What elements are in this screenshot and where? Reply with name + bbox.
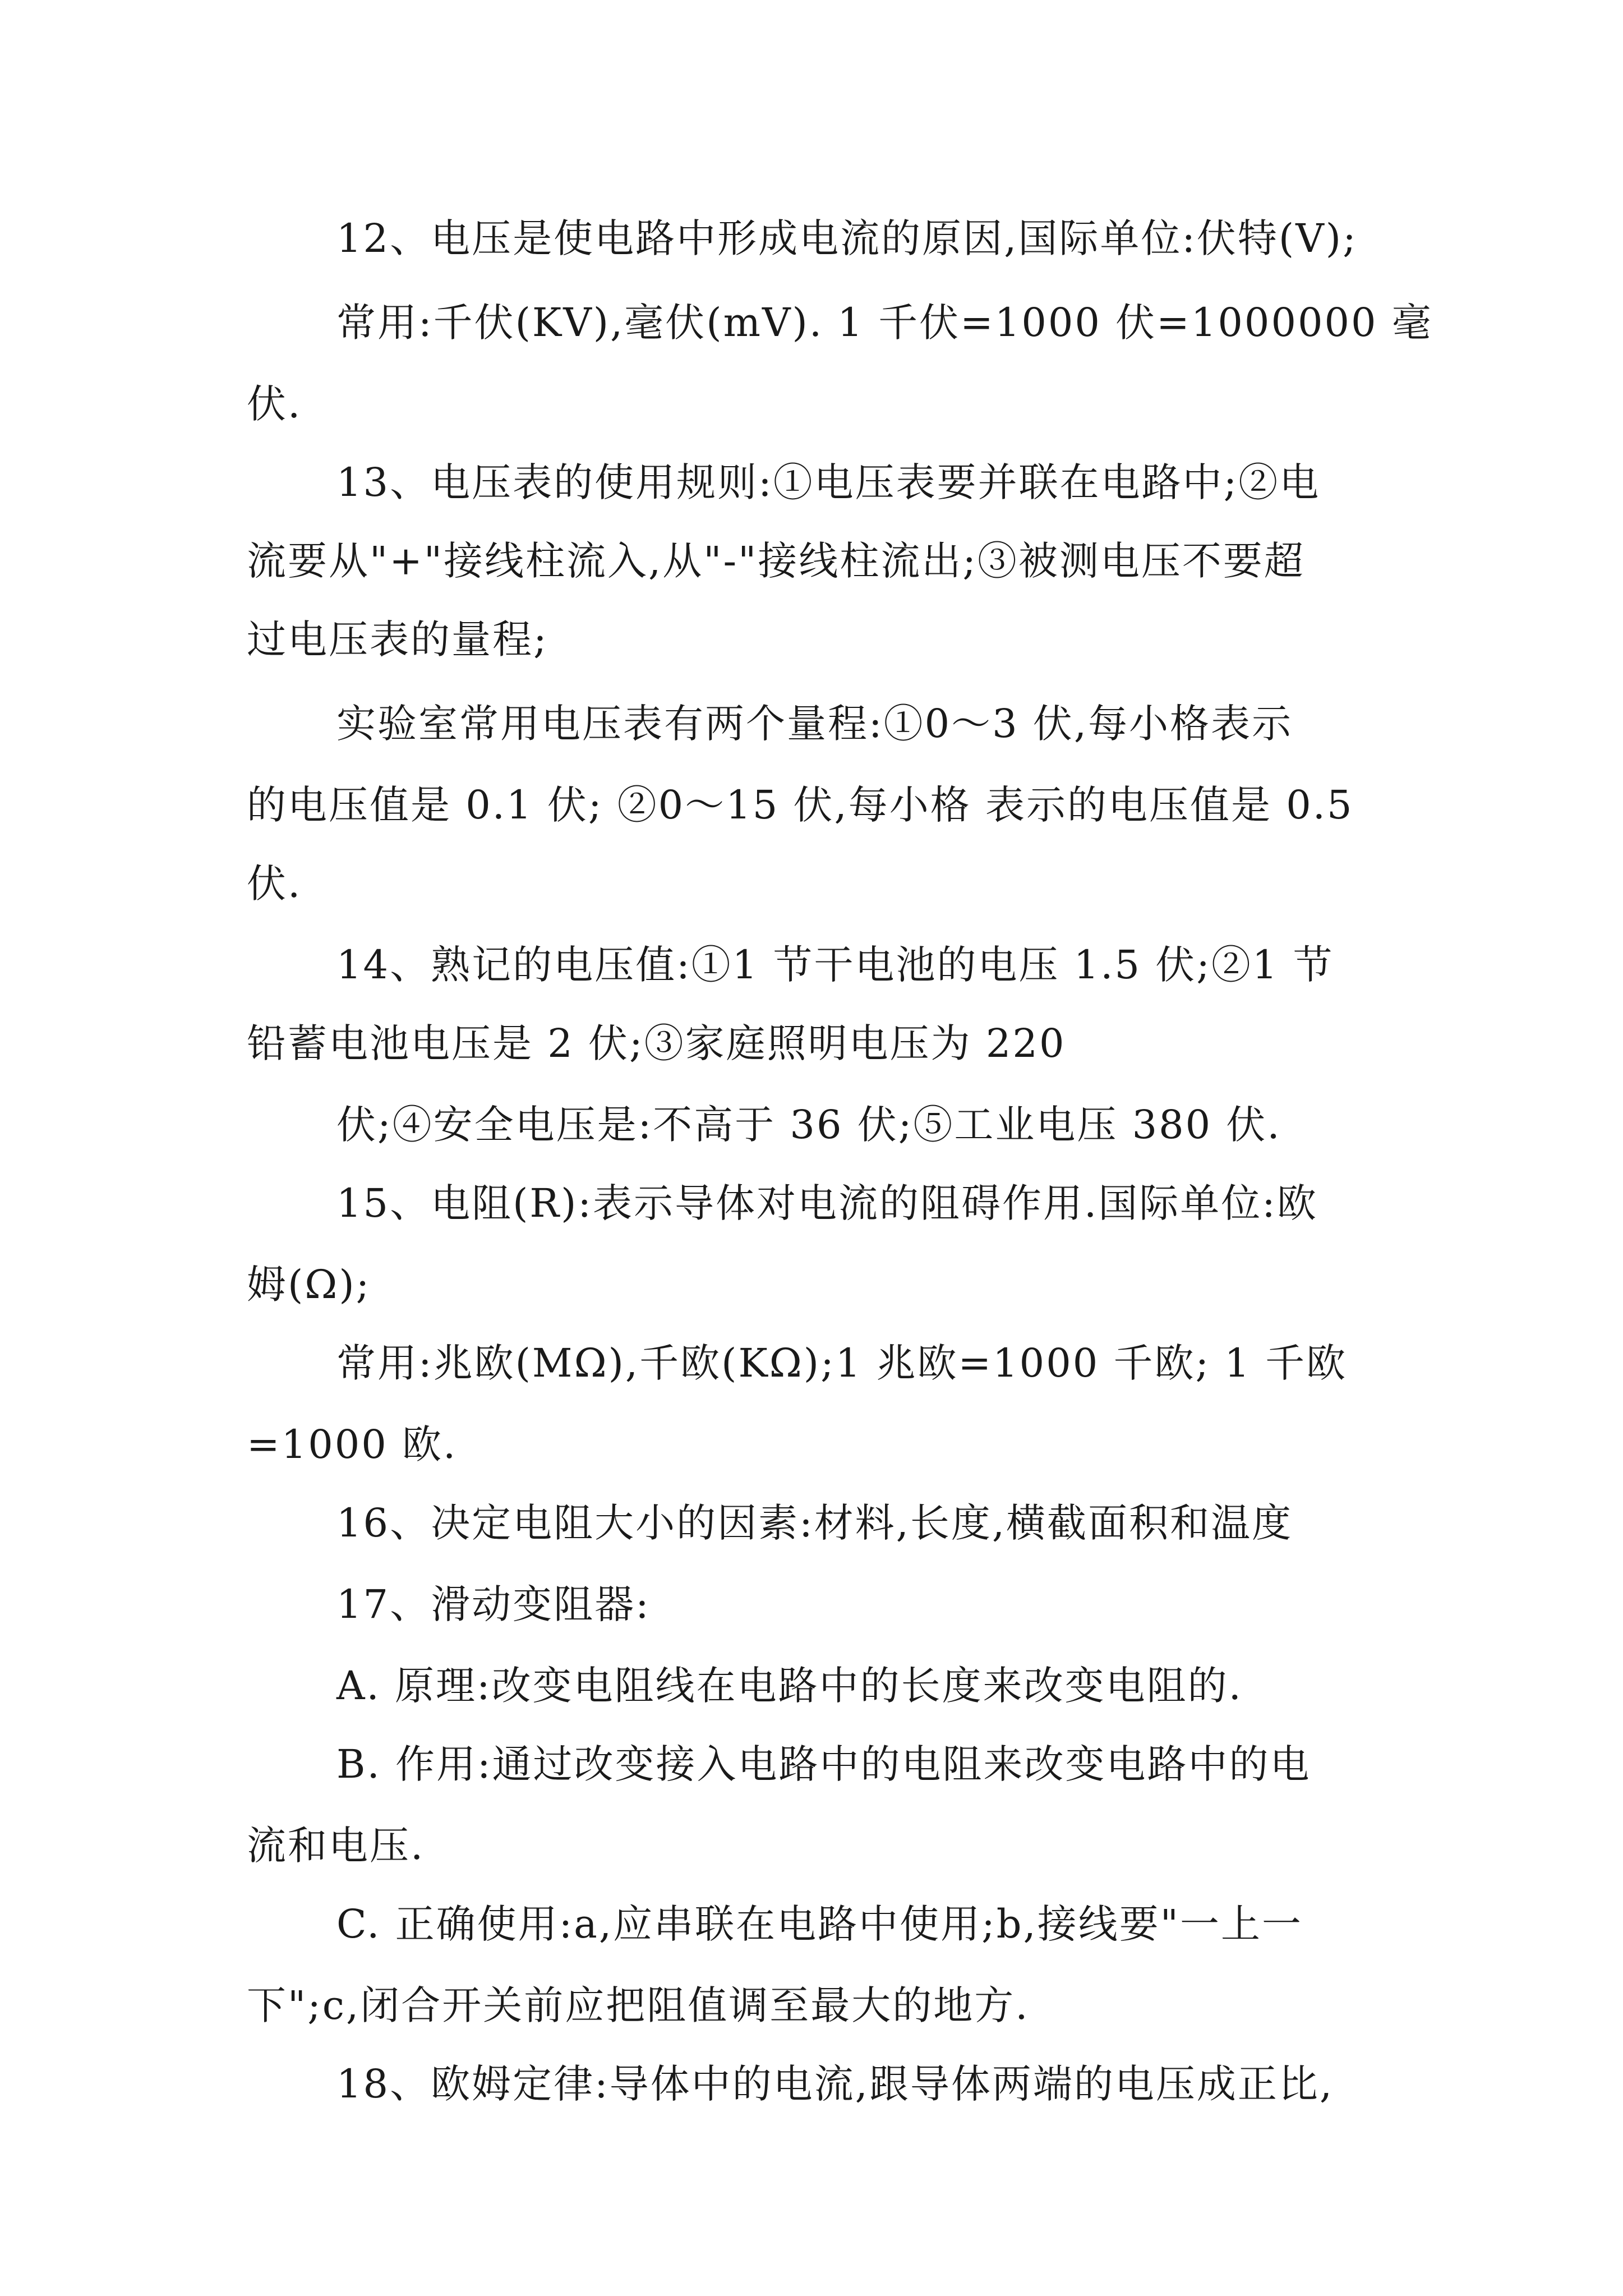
text-line-4: 13、电压表的使用规则:①电压表要并联在电路中;②电 — [336, 459, 1321, 505]
text-line-18: 17、滑动变阻器: — [336, 1581, 651, 1627]
text-line-8: 的电压值是 0.1 伏; ②0～15 伏,每小格 表示的电压值是 0.5 — [247, 782, 1354, 828]
text-line-2: 常用:千伏(KV),毫伏(mV). 1 千伏=1000 伏=1000000 毫 — [336, 300, 1433, 346]
text-line-7: 实验室常用电压表有两个量程:①0～3 伏,每小格表示 — [336, 701, 1293, 747]
text-line-23: 下";c,闭合开关前应把阻值调至最大的地方. — [247, 1982, 1030, 2028]
text-line-1: 12、电压是使电路中形成电流的原因,国际单位:伏特(V); — [336, 215, 1358, 261]
text-line-11: 铅蓄电池电压是 2 伏;③家庭照明电压为 220 — [247, 1020, 1066, 1066]
text-line-6: 过电压表的量程; — [247, 616, 548, 662]
text-line-16: =1000 欧. — [247, 1421, 458, 1467]
text-line-19: A. 原理:改变电阻线在电路中的长度来改变电阻的. — [336, 1663, 1243, 1709]
text-line-24: 18、欧姆定律:导体中的电流,跟导体两端的电压成正比, — [336, 2061, 1334, 2107]
text-line-5: 流要从"+"接线柱流入,从"-"接线柱流出;③被测电压不要超 — [247, 538, 1305, 584]
text-line-20: B. 作用:通过改变接入电路中的电阻来改变电路中的电 — [336, 1741, 1311, 1787]
text-line-22: C. 正确使用:a,应串联在电路中使用;b,接线要"一上一 — [336, 1901, 1303, 1947]
text-line-9: 伏. — [247, 861, 302, 907]
text-line-14: 姆(Ω); — [247, 1262, 371, 1308]
text-line-17: 16、决定电阻大小的因素:材料,长度,横截面积和温度 — [336, 1500, 1293, 1546]
text-line-15: 常用:兆欧(MΩ),千欧(KΩ);1 兆欧=1000 千欧; 1 千欧 — [336, 1340, 1348, 1386]
text-line-12: 伏;④安全电压是:不高于 36 伏;⑤工业电压 380 伏. — [336, 1102, 1281, 1148]
text-line-3: 伏. — [247, 381, 302, 427]
text-line-21: 流和电压. — [247, 1823, 425, 1869]
text-line-13: 15、电阻(R):表示导体对电流的阻碍作用.国际单位:欧 — [336, 1180, 1318, 1226]
text-line-10: 14、熟记的电压值:①1 节干电池的电压 1.5 伏;②1 节 — [336, 942, 1334, 988]
